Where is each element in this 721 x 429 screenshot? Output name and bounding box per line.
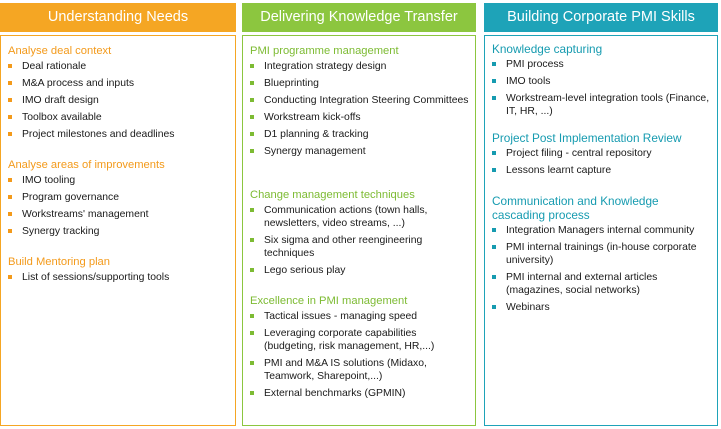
list-item (8, 94, 229, 107)
list-item (492, 58, 711, 71)
section-analyse-deal-context (8, 44, 229, 145)
list-item (250, 60, 470, 73)
list-item-text: Tactical issues - managing speed (264, 311, 418, 322)
list-item (8, 60, 229, 73)
section-pmi-programme-management (250, 44, 470, 162)
column-delivering-knowledge-transfer (242, 3, 476, 399)
bullet-list (250, 204, 470, 277)
bullet-icon (250, 331, 254, 335)
bullet-icon (250, 81, 254, 85)
list-item-text: Project filing - central repository (506, 148, 652, 159)
column-panel (484, 35, 718, 426)
list-item-text: PMI and M&A IS solutions (Midaxo, Teamwork, Sharepoint,...) (264, 358, 427, 382)
section-title: Analyse deal context (8, 45, 112, 57)
section-title: Excellence in PMI management (250, 295, 408, 307)
list-item (250, 310, 470, 323)
list-item-text: Lessons learnt capture (506, 165, 612, 176)
list-item-text: Integration strategy design (264, 61, 387, 72)
list-item (8, 271, 229, 284)
list-item-text: Workstreams' management (22, 209, 149, 220)
bullet-icon (250, 391, 254, 395)
section-title: Analyse areas of improvements (8, 159, 165, 171)
list-item (250, 234, 470, 260)
list-item (250, 204, 470, 230)
column-understanding-needs (0, 3, 236, 283)
column-panel (0, 35, 236, 426)
bullet-icon (8, 64, 12, 68)
bullet-icon (250, 268, 254, 272)
bullet-icon (492, 228, 496, 232)
list-item (250, 357, 470, 383)
list-item-text: IMO tools (506, 76, 551, 87)
section-excellence-in-pmi-management (250, 294, 470, 404)
list-item (250, 111, 470, 124)
list-item-text: D1 planning & tracking (264, 129, 369, 140)
section-title: Communication and Knowledge cascading process (492, 194, 659, 222)
list-item (8, 128, 229, 141)
list-item-text: M&A process and inputs (22, 78, 135, 89)
list-item-text: Lego serious play (264, 265, 346, 276)
bullet-icon (250, 314, 254, 318)
bullet-icon (8, 229, 12, 233)
list-item (250, 94, 470, 107)
list-item-text: Six sigma and other reengineering techniques (264, 235, 423, 259)
list-item (492, 301, 711, 314)
bullet-icon (8, 178, 12, 182)
list-item-text: Toolbox available (22, 112, 102, 123)
bullet-icon (250, 115, 254, 119)
list-item-text: Synergy tracking (22, 226, 100, 237)
bullet-icon (492, 245, 496, 249)
list-item (8, 111, 229, 124)
list-item-text: Synergy management (264, 146, 366, 157)
list-item (250, 145, 470, 158)
list-item (250, 264, 470, 277)
bullet-icon (8, 98, 12, 102)
bullet-icon (492, 168, 496, 172)
section-title: Build Mentoring plan (8, 256, 110, 268)
section-knowledge-capturing (492, 42, 711, 122)
bullet-list (250, 60, 470, 158)
list-item (8, 174, 229, 187)
bullet-icon (250, 361, 254, 365)
list-item-text: Workstream-level integration tools (Finance, IT, HR, ...) (506, 93, 710, 117)
bullet-icon (8, 115, 12, 119)
bullet-icon (492, 62, 496, 66)
bullet-icon (8, 132, 12, 136)
bullet-icon (250, 208, 254, 212)
list-item-text: Blueprinting (264, 78, 319, 89)
list-item-text: Leveraging corporate capabilities (budgeting, risk management, HR,...) (264, 328, 435, 352)
column-header: Understanding Needs (0, 3, 236, 32)
bullet-list (8, 271, 229, 284)
list-item-text: Deal rationale (22, 61, 87, 72)
list-item (250, 77, 470, 90)
bullet-list (250, 310, 470, 400)
list-item-text: PMI internal trainings (in-house corporate university) (506, 242, 697, 266)
column-building-corporate-pmi-skills (484, 3, 718, 313)
list-item-text: IMO tooling (22, 175, 76, 186)
section-title: Change management techniques (250, 189, 415, 201)
bullet-icon (250, 132, 254, 136)
section-title: PMI programme management (250, 45, 399, 57)
column-header: Building Corporate PMI Skills (484, 3, 718, 32)
bullet-icon (250, 64, 254, 68)
bullet-icon (250, 238, 254, 242)
bullet-icon (8, 81, 12, 85)
list-item (250, 327, 470, 353)
list-item-text: Program governance (22, 192, 120, 203)
bullet-icon (492, 275, 496, 279)
bullet-list (492, 224, 711, 314)
list-item (492, 271, 711, 297)
bullet-icon (492, 305, 496, 309)
list-item-text: Webinars (506, 302, 550, 313)
list-item (8, 77, 229, 90)
bullet-list (492, 147, 711, 177)
list-item (250, 387, 470, 400)
bullet-list (8, 60, 229, 141)
list-item-text: Conducting Integration Steering Committees (264, 95, 469, 106)
list-item-text: PMI process (506, 59, 564, 70)
list-item (492, 92, 711, 118)
list-item-text: IMO draft design (22, 95, 99, 106)
bullet-icon (492, 96, 496, 100)
bullet-icon (492, 151, 496, 155)
bullet-icon (8, 275, 12, 279)
list-item-text: Workstream kick-offs (264, 112, 361, 123)
list-item (492, 75, 711, 88)
list-item (492, 224, 711, 237)
section-change-management-techniques (250, 188, 470, 281)
column-panel (242, 35, 476, 426)
section-build-mentoring-plan (8, 255, 229, 288)
bullet-icon (492, 79, 496, 83)
list-item (492, 164, 711, 177)
bullet-icon (250, 98, 254, 102)
bullet-icon (8, 195, 12, 199)
list-item-text: List of sessions/supporting tools (22, 272, 170, 283)
list-item-text: PMI internal and external articles (magazines, social networks) (506, 272, 658, 296)
list-item-text: Integration Managers internal community (506, 225, 695, 236)
list-item-text: External benchmarks (GPMIN) (264, 388, 406, 399)
list-item (8, 225, 229, 238)
column-header: Delivering Knowledge Transfer (242, 3, 476, 32)
section-title: Project Post Implementation Review (492, 131, 682, 145)
section-communication-and-knowledge-cascading (492, 194, 711, 318)
bullet-icon (250, 149, 254, 153)
list-item-text: Communication actions (town halls, newsletters, video streams, ...) (264, 205, 428, 229)
bullet-list (492, 58, 711, 118)
list-item-text: Project milestones and deadlines (22, 129, 175, 140)
list-item (8, 191, 229, 204)
list-item (250, 128, 470, 141)
bullet-list (8, 174, 229, 238)
list-item (8, 208, 229, 221)
section-title: Knowledge capturing (492, 42, 603, 56)
list-item (492, 147, 711, 160)
list-item (492, 241, 711, 267)
section-project-post-implementation-review (492, 131, 711, 181)
bullet-icon (8, 212, 12, 216)
section-analyse-areas-of-improvements (8, 158, 229, 242)
